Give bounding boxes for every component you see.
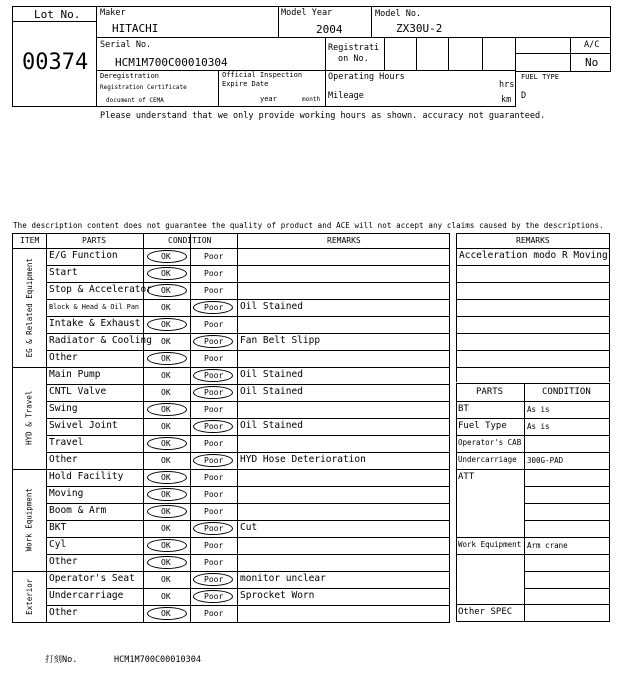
hrs-label: hrs bbox=[499, 80, 515, 90]
part-name: CNTL Valve bbox=[49, 386, 107, 397]
part-name: Operator's Seat bbox=[49, 573, 135, 584]
part-name: Swing bbox=[49, 403, 78, 414]
ok-option: OK bbox=[161, 524, 171, 533]
fuel-type-label: FUEL TYPE bbox=[521, 73, 559, 81]
remark-text: Oil Stained bbox=[240, 386, 303, 397]
ok-option: OK bbox=[161, 558, 171, 567]
ok-selected-circle bbox=[147, 471, 187, 484]
part-name: Other bbox=[49, 556, 78, 567]
part-name: E/G Function bbox=[49, 250, 118, 261]
header-remarks: REMARKS bbox=[327, 236, 361, 245]
fuel-type-value: D bbox=[521, 91, 527, 101]
table-row bbox=[46, 350, 449, 367]
ok-selected-circle bbox=[147, 437, 187, 450]
mileage-label: Mileage bbox=[328, 91, 364, 101]
table-row bbox=[46, 537, 449, 554]
ok-selected-circle bbox=[147, 318, 187, 331]
side-condition-value: As is bbox=[527, 405, 550, 414]
table-row bbox=[46, 503, 449, 520]
document-cema-label: document of CEMA bbox=[106, 97, 164, 104]
poor-option: Poor bbox=[204, 575, 224, 584]
side-remarks-header: REMARKS bbox=[516, 236, 550, 245]
ok-option: OK bbox=[161, 490, 171, 499]
header-parts: PARTS bbox=[82, 236, 107, 245]
ok-selected-circle bbox=[147, 284, 187, 297]
ok-option: OK bbox=[161, 541, 171, 550]
group-label: Work Equipment bbox=[24, 488, 34, 552]
side-condition-value: 300G-PAD bbox=[527, 456, 564, 465]
table-row bbox=[46, 605, 449, 622]
poor-option: Poor bbox=[204, 320, 224, 329]
poor-option: Poor bbox=[204, 490, 224, 499]
remark-text: HYD Hose Deterioration bbox=[240, 454, 366, 465]
ok-option: OK bbox=[161, 252, 171, 261]
ok-selected-circle bbox=[147, 556, 187, 569]
table-row bbox=[46, 554, 449, 571]
side-part-name: BT bbox=[458, 404, 469, 414]
poor-option: Poor bbox=[204, 456, 224, 465]
poor-selected-circle bbox=[193, 454, 233, 467]
ok-option: OK bbox=[161, 388, 171, 397]
part-name: Boom & Arm bbox=[49, 505, 107, 516]
lot-no-label: Lot No. bbox=[34, 8, 81, 21]
side-part-name: ATT bbox=[458, 472, 475, 482]
remark-text: Sprocket Worn bbox=[240, 590, 315, 601]
poor-option: Poor bbox=[204, 354, 224, 363]
disclaimer-text: The description content does not guarantee the quality of product and ACE will not accept any claims caused by the descriptions. bbox=[13, 221, 604, 230]
km-label: km bbox=[501, 95, 512, 105]
maker-label: Maker bbox=[100, 8, 126, 18]
footer-stamp-value: HCM1M700C00010304 bbox=[114, 655, 201, 665]
side-part-name: Operator's CAB bbox=[458, 438, 522, 447]
ok-selected-circle bbox=[147, 267, 187, 280]
ok-selected-circle bbox=[147, 488, 187, 501]
poor-option: Poor bbox=[204, 388, 224, 397]
ok-option: OK bbox=[161, 269, 171, 278]
part-name: Moving bbox=[49, 488, 84, 499]
ok-selected-circle bbox=[147, 607, 187, 620]
table-row bbox=[46, 401, 449, 418]
remark-text: Oil Stained bbox=[240, 420, 303, 431]
official-inspection-label-1: Official Inspection bbox=[222, 71, 303, 79]
ok-option: OK bbox=[161, 592, 171, 601]
official-inspection-label-2: Expire Date bbox=[222, 80, 269, 88]
model-no-value: ZX30U-2 bbox=[396, 22, 443, 35]
registration-label-1: Registrati bbox=[328, 43, 380, 53]
table-row bbox=[46, 486, 449, 503]
poor-option: Poor bbox=[204, 439, 224, 448]
ok-option: OK bbox=[161, 473, 171, 482]
ok-option: OK bbox=[161, 575, 171, 584]
remark-text: Fan Belt Slipp bbox=[240, 335, 321, 346]
ok-option: OK bbox=[161, 439, 171, 448]
group-label: Exterior bbox=[24, 578, 34, 615]
poor-selected-circle bbox=[193, 301, 233, 314]
ok-option: OK bbox=[161, 609, 171, 618]
ok-option: OK bbox=[161, 422, 171, 431]
part-name: Undercarriage bbox=[49, 590, 124, 601]
poor-option: Poor bbox=[204, 252, 224, 261]
part-name: Other bbox=[49, 607, 78, 618]
part-name: Travel bbox=[49, 437, 84, 448]
maker-value: HITACHI bbox=[112, 22, 159, 35]
footer-stamp-label: 打刻No. bbox=[45, 655, 78, 665]
part-name: Hold Facility bbox=[49, 471, 124, 482]
remark-text: Cut bbox=[240, 522, 258, 533]
table-row bbox=[46, 435, 449, 452]
ok-option: OK bbox=[161, 405, 171, 414]
year-label: year bbox=[260, 95, 277, 103]
part-name: BKT bbox=[49, 522, 67, 533]
model-no-label: Model No. bbox=[375, 9, 422, 19]
poor-option: Poor bbox=[204, 524, 224, 533]
registration-certificate-label: Registration Certificate bbox=[100, 84, 187, 91]
poor-option: Poor bbox=[204, 558, 224, 567]
serial-no-value: HCM1M700C00010304 bbox=[115, 56, 228, 69]
poor-option: Poor bbox=[204, 405, 224, 414]
poor-option: Poor bbox=[204, 609, 224, 618]
poor-option: Poor bbox=[204, 541, 224, 550]
ok-selected-circle bbox=[147, 352, 187, 365]
poor-selected-circle bbox=[193, 522, 233, 535]
poor-selected-circle bbox=[193, 420, 233, 433]
poor-selected-circle bbox=[193, 369, 233, 382]
part-name: Block & Head & Oil Pan bbox=[49, 303, 140, 311]
poor-option: Poor bbox=[204, 422, 224, 431]
part-name: Stop & Accelerator bbox=[49, 284, 152, 295]
serial-no-label: Serial No. bbox=[100, 40, 152, 50]
poor-selected-circle bbox=[193, 573, 233, 586]
part-name: Intake & Exhaust bbox=[49, 318, 141, 329]
side-part-name: Work Equipment bbox=[458, 540, 522, 549]
ok-option: OK bbox=[161, 456, 171, 465]
model-year-label: Model Year bbox=[281, 8, 333, 18]
ok-selected-circle bbox=[147, 539, 187, 552]
ok-option: OK bbox=[161, 303, 171, 312]
poor-selected-circle bbox=[193, 590, 233, 603]
ac-label: A/C bbox=[584, 40, 600, 50]
operating-hours-label: Operating Hours bbox=[328, 72, 405, 82]
side-part-name: Undercarriage bbox=[458, 455, 517, 464]
ok-selected-circle bbox=[147, 250, 187, 263]
side-condition-value: As is bbox=[527, 422, 550, 431]
side-condition-value: Arm crane bbox=[527, 541, 568, 550]
poor-option: Poor bbox=[204, 286, 224, 295]
part-name: Cyl bbox=[49, 539, 67, 550]
poor-option: Poor bbox=[204, 337, 224, 346]
remark-text: Oil Stained bbox=[240, 369, 303, 380]
remark-text: monitor unclear bbox=[240, 573, 326, 584]
side-condition-header: CONDITION bbox=[542, 387, 591, 397]
ok-option: OK bbox=[161, 337, 171, 346]
table-row bbox=[46, 265, 449, 282]
working-hours-notice: Please understand that we only provide working hours as shown. accuracy not guaranteed. bbox=[100, 111, 546, 121]
ok-selected-circle bbox=[147, 403, 187, 416]
poor-option: Poor bbox=[204, 303, 224, 312]
part-name: Other bbox=[49, 352, 78, 363]
poor-selected-circle bbox=[193, 386, 233, 399]
part-name: Main Pump bbox=[49, 369, 101, 380]
model-year-value: 2004 bbox=[316, 23, 343, 36]
poor-option: Poor bbox=[204, 592, 224, 601]
side-part-name: Fuel Type bbox=[458, 421, 507, 431]
group-label: HYD & Travel bbox=[24, 390, 34, 445]
lot-no-value: 00374 bbox=[22, 50, 89, 75]
side-remark-text: Acceleration modo R Moving bbox=[459, 250, 608, 261]
header-condition: CONDITION bbox=[168, 236, 212, 245]
part-name: Other bbox=[49, 454, 78, 465]
part-name: Radiator & Cooling bbox=[49, 335, 152, 346]
part-name: Swivel Joint bbox=[49, 420, 118, 431]
ok-option: OK bbox=[161, 354, 171, 363]
group-label: EG & Related Equipment bbox=[24, 257, 34, 357]
header-item: ITEM bbox=[20, 236, 40, 245]
remark-text: Oil Stained bbox=[240, 301, 303, 312]
poor-option: Poor bbox=[204, 371, 224, 380]
poor-option: Poor bbox=[204, 507, 224, 516]
ok-option: OK bbox=[161, 507, 171, 516]
poor-selected-circle bbox=[193, 335, 233, 348]
ok-option: OK bbox=[161, 371, 171, 380]
side-parts-header: PARTS bbox=[476, 387, 504, 397]
poor-option: Poor bbox=[204, 473, 224, 482]
ok-option: OK bbox=[161, 286, 171, 295]
month-label: month bbox=[302, 96, 321, 103]
registration-label-2: on No. bbox=[338, 54, 369, 64]
ac-value: No bbox=[585, 56, 599, 69]
side-part-name: Other SPEC bbox=[458, 607, 513, 617]
ok-option: OK bbox=[161, 320, 171, 329]
part-name: Start bbox=[49, 267, 78, 278]
ok-selected-circle bbox=[147, 505, 187, 518]
deregistration-label: Deregistration bbox=[100, 72, 160, 80]
poor-option: Poor bbox=[204, 269, 224, 278]
